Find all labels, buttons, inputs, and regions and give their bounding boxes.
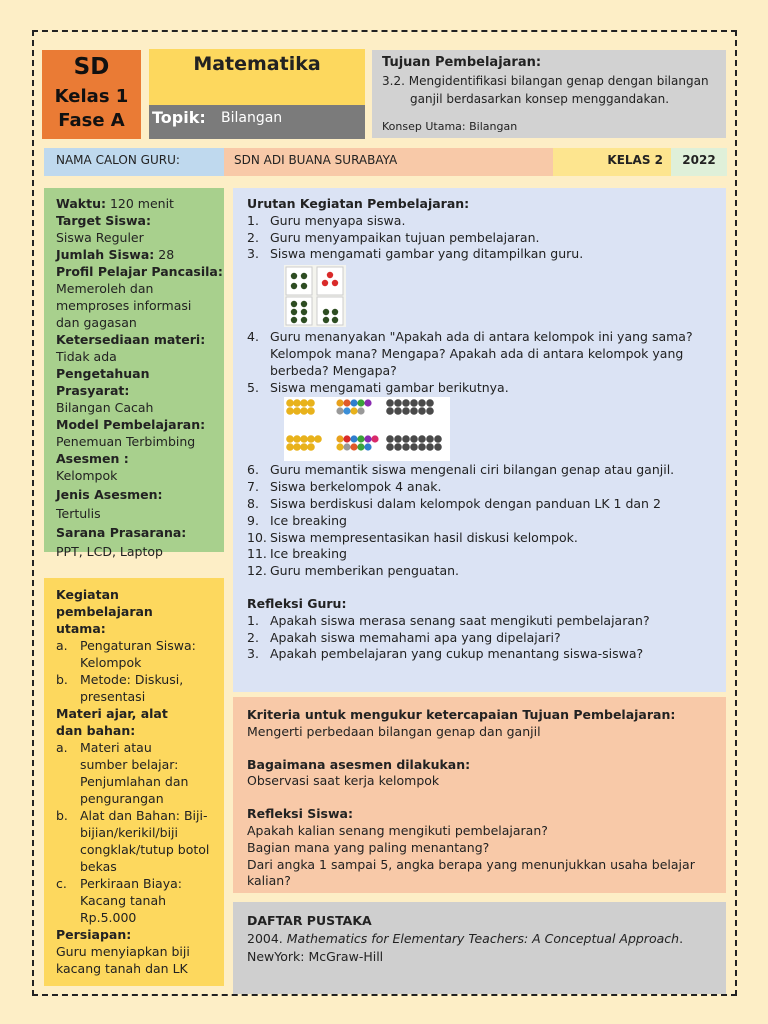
list-item: 2. Guru menyampaikan tujuan pembelajaran.: [247, 229, 540, 245]
kriteria-text: Mengerti perbedaan bilangan genap dan ganjil: [247, 723, 541, 739]
subject-title: Matematika: [193, 53, 321, 75]
sarana-label: Sarana Prasarana:: [56, 525, 187, 540]
main-concept: Konsep Utama: Bilangan: [382, 120, 518, 133]
list-item: b. Metode: Diskusi, presentasi: [56, 672, 184, 704]
subject-box: [149, 49, 365, 105]
list-item: 2. Apakah siswa memahami apa yang dipelajari?: [247, 629, 561, 645]
kegiatan-title: Kegiatan pembelajaran utama:: [56, 587, 153, 636]
list-item: 3. Apakah pembelajaran yang cukup menantang siswa-siswa?: [247, 646, 644, 662]
dots-image-2: [270, 396, 716, 462]
list-item: 7. Siswa berkelompok 4 anak.: [247, 479, 442, 495]
reference-entry: 2004. Mathematics for Elementary Teachers: A Conceptual Approach. NewYork: McGraw-Hill: [247, 931, 684, 964]
list-item: 10. Siswa mempresentasikan hasil diskusi kelompok.: [247, 529, 578, 545]
waktu-value: 120 menit: [105, 196, 174, 211]
model-value: Penemuan Terbimbing: [56, 434, 196, 449]
year-label: 2022: [682, 153, 716, 167]
asesmen-text: Observasi saat kerja kelompok: [247, 773, 440, 789]
list-item: 3. Siswa mengamati gambar yang ditampilkan guru.: [247, 246, 584, 262]
list-item: 1. Guru menyapa siswa.: [247, 212, 406, 228]
class-field: [553, 148, 671, 176]
list-item: 5. Siswa mengamati gambar berikutnya.: [247, 379, 509, 395]
asesmen-title: Bagaimana asesmen dilakukan:: [247, 756, 471, 772]
class-label: KELAS 2: [607, 153, 663, 167]
list-item: 8. Siswa berdiskusi dalam kelompok dengan panduan LK 1 dan 2: [247, 495, 661, 511]
teacher-name-label: NAMA CALON GURU:: [56, 153, 180, 167]
objective-line-1: 3.2. Mengidentifikasi bilangan genap dengan bilangan: [382, 74, 709, 88]
objective-box: [372, 50, 726, 138]
target-label: Target Siswa:: [56, 213, 151, 228]
dot-cards-image: [284, 265, 346, 327]
kriteria-title: Kriteria untuk mengukur ketercapaian Tujuan Pembelajaran:: [247, 707, 676, 722]
persiapan-title: Persiapan:: [56, 927, 132, 942]
jumlah-label: Jumlah Siswa:: [56, 247, 155, 262]
teacher-name-field: [44, 148, 224, 176]
school-field: [224, 148, 553, 176]
references-title: DAFTAR PUSTAKA: [247, 913, 372, 928]
activities-panel: [44, 578, 224, 986]
year-field: [671, 148, 727, 176]
list-item: 6. Guru memantik siswa mengenali ciri bilangan genap atau ganjil.: [247, 462, 675, 478]
urutan-list: [247, 213, 716, 263]
reference-book-title: Mathematics for Elementary Teachers: A Conceptual Approach: [286, 931, 680, 946]
urutan-list-3: [247, 462, 716, 580]
materi-list: [56, 739, 218, 926]
colored-dots-image: [284, 397, 450, 461]
list-item: a. Pengaturan Siswa: Kelompok: [56, 638, 196, 670]
topic-value: Bilangan: [221, 110, 283, 126]
refleksi-siswa-line: Bagian mana yang paling menantang?: [247, 839, 490, 855]
asesmen-value: Kelompok: [56, 468, 118, 483]
list-item: 9. Ice breaking: [247, 512, 347, 528]
urutan-list-2: [247, 329, 716, 396]
list-item: a. Materi atau sumber belajar: Penjumlahan dan pengurangan: [56, 740, 189, 806]
grade-badge: [42, 50, 141, 139]
refleksi-guru-title: Refleksi Guru:: [247, 595, 347, 611]
list-item: c. Perkiraan Biaya: Kacang tanah Rp.5.000: [56, 876, 182, 925]
topic-label: Topik:: [152, 108, 206, 127]
asesmen-label: Asesmen :: [56, 451, 129, 466]
topic-box: [149, 105, 365, 139]
objective-line-2: ganjil berdasarkan konsep menggandakan.: [410, 92, 670, 106]
school-name: SDN ADI BUANA SURABAYA: [234, 153, 398, 167]
jumlah-value: 28: [154, 247, 175, 262]
list-item: 12. Guru memberikan penguatan.: [247, 563, 460, 579]
prasyarat-value: Bilangan Cacah: [56, 400, 154, 415]
objective-title: Tujuan Pembelajaran:: [382, 55, 542, 70]
dots-image-1: [270, 263, 716, 329]
sarana-value: PPT, LCD, Laptop: [56, 544, 163, 559]
list-item: b. Alat dan Bahan: Biji-bijian/kerikil/biji congklak/tutup botol bekas: [56, 808, 210, 874]
refleksi-siswa-line: Apakah kalian senang mengikuti pembelajaran?: [247, 822, 548, 838]
ketersediaan-value: Tidak ada: [56, 349, 117, 364]
jenis-value: Tertulis: [56, 506, 101, 521]
lesson-info-panel: [44, 188, 224, 559]
assessment-panel: [233, 697, 726, 893]
references-panel: [233, 902, 726, 994]
persiapan-text: Guru menyiapkan biji kacang tanah dan LK: [56, 944, 190, 976]
urutan-title: Urutan Kegiatan Pembelajaran:: [247, 196, 470, 211]
kelas-label: Kelas 1: [54, 86, 129, 107]
profil-label: Profil Pelajar Pancasila:: [56, 264, 223, 279]
model-label: Model Pembelajaran:: [56, 417, 206, 432]
waktu-label: Waktu:: [56, 196, 106, 211]
kegiatan-list: [56, 637, 218, 705]
refleksi-siswa-line: Dari angka 1 sampai 5, angka berapa yang menunjukkan usaha belajar kalian?: [247, 856, 695, 889]
refleksi-siswa-title: Refleksi Siswa:: [247, 806, 353, 822]
profil-value: Memeroleh dan memproses informasi dan gagasan: [56, 281, 192, 330]
prasyarat-label: Pengetahuan Prasyarat:: [56, 366, 150, 398]
jenis-label: Jenis Asesmen:: [56, 487, 163, 502]
list-item: 1. Apakah siswa merasa senang saat mengikuti pembelajaran?: [247, 612, 650, 628]
refleksi-guru-list: [247, 613, 716, 663]
list-item: 11. Ice breaking: [247, 546, 347, 562]
activity-sequence-panel: [233, 188, 726, 692]
materi-title: Materi ajar, alat dan bahan:: [56, 706, 168, 738]
list-item: 4. Guru menanyakan "Apakah ada di antara kelompok ini yang sama? Kelompok mana? Mengapa? Apakah ada di antara kelompok yang berbeda? Mengapa?: [247, 329, 693, 378]
ketersediaan-label: Ketersediaan materi:: [56, 332, 206, 347]
fase-label: Fase A: [58, 110, 125, 131]
level-label: SD: [73, 54, 110, 80]
target-value: Siswa Reguler: [56, 230, 144, 245]
